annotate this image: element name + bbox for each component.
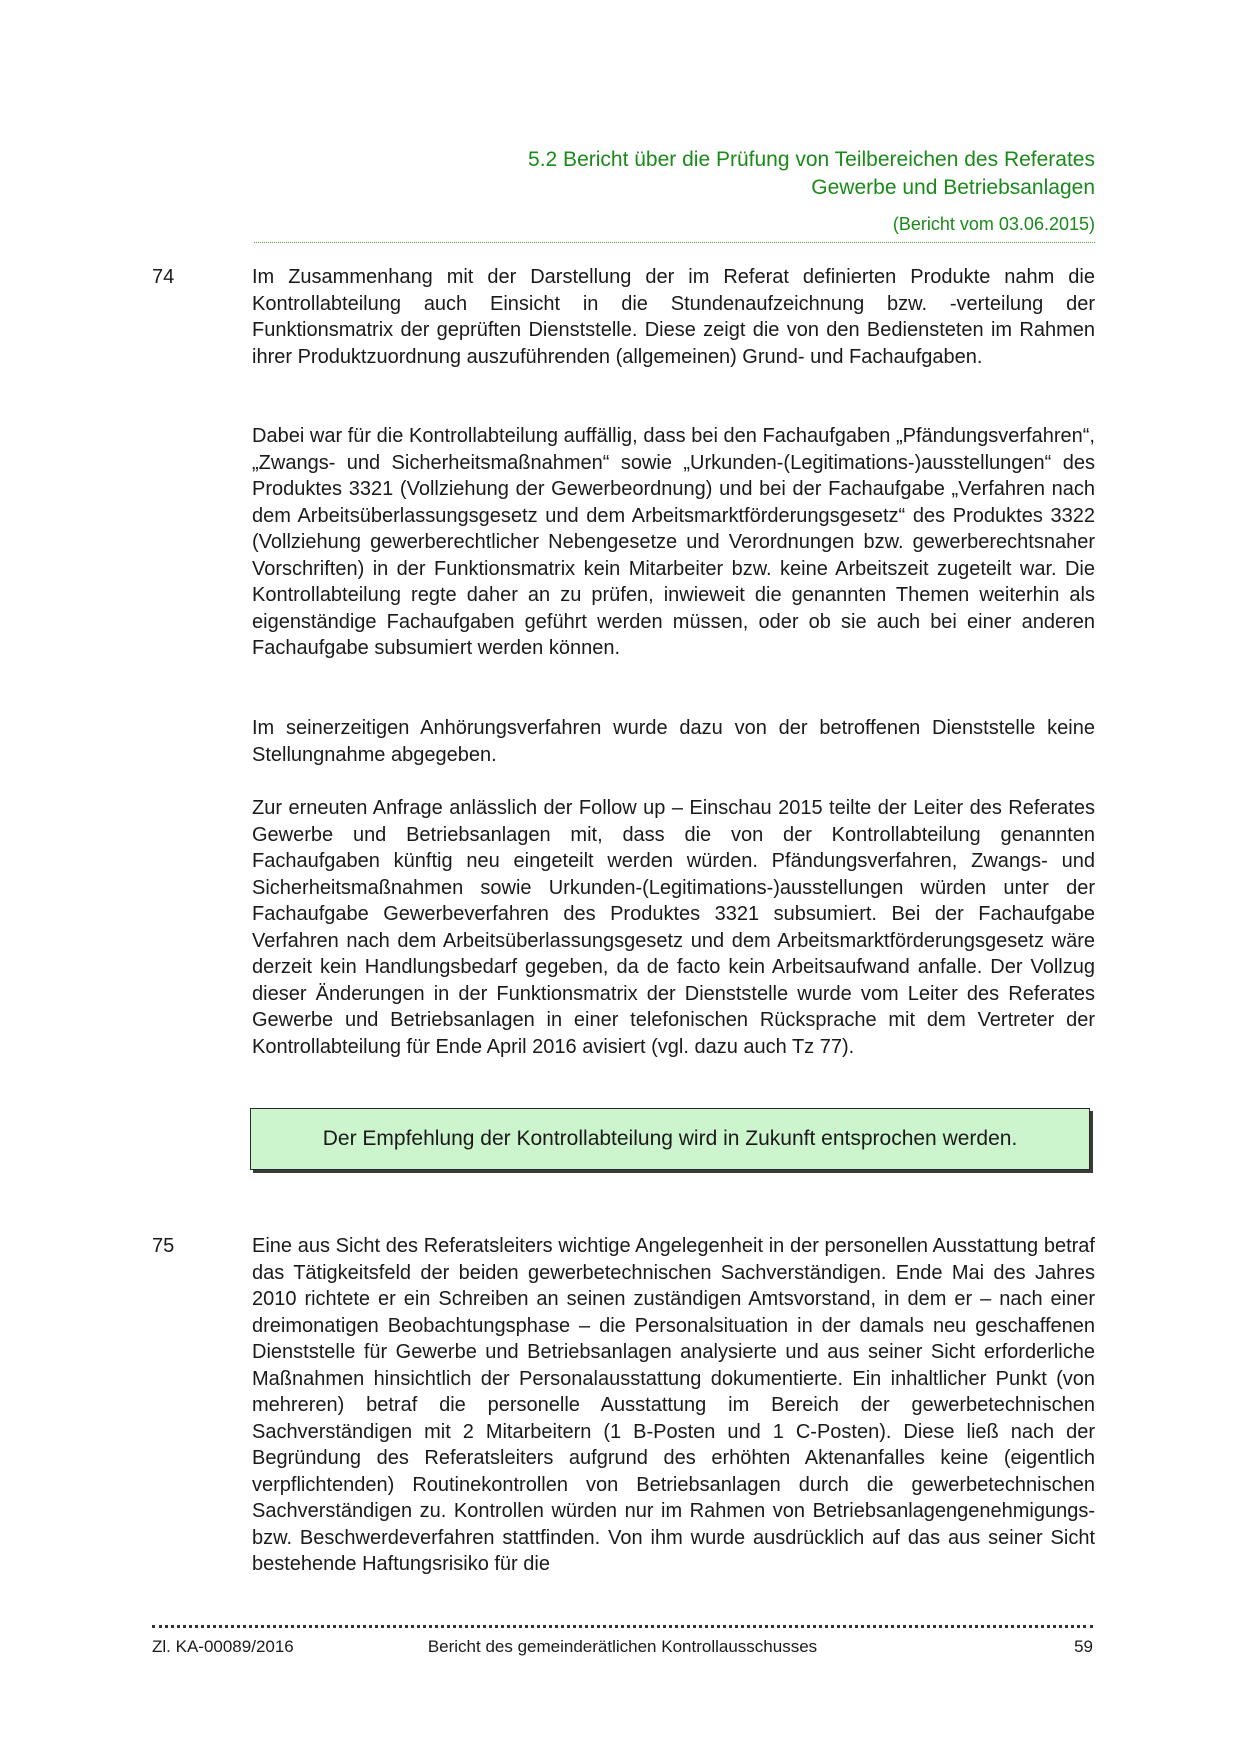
report-date: (Bericht vom 03.06.2015): [892, 214, 1095, 234]
recommendation-text: Der Empfehlung der Kontrollabteilung wird in Zukunft entsprochen werden.: [322, 1127, 1018, 1150]
paragraph-74-2: Dabei war für die Kontrollabteilung auffällig, dass bei den Fachaufgaben „Pfändungsverfahren“, „Zwangs- und Sicherheitsmaßnahmen“ sowie „Urkunden-(Legitimations-)ausstellungen“ des Produktes 3321 (Vollziehung der Gewerbeordnung) und bei der Fachaufgabe „Verfahren nach dem Arbeitsüberlassungsgesetz und dem Arbeitsmarktförderungsgesetz“ des Produktes 3322 (Vollziehung gewerberechtlicher Nebengesetze und Verordnungen bzw. gewerberechtsnaher Vorschriften) in der Funktionsmatrix kein Mitarbeiter bzw. keine Arbeitszeit zugeteilt war. Die Kontrollabteilung regte daher an zu prüfen, inwieweit die genannten Themen weiterhin als eigenständige Fachaufgaben geführt werden müssen, oder ob sie auch bei einer anderen Fachaufgabe subsumiert werden können.: [252, 425, 1095, 659]
section-heading-line-2: Gewerbe und Betriebsanlagen: [811, 176, 1095, 199]
paragraph-74-4: Zur erneuten Anfrage anlässlich der Follow up – Einschau 2015 teilte der Leiter des Referates Gewerbe und Betriebsanlagen mit, dass die von der Kontrollabteilung genannten Fachaufgaben künftig neu eingeteilt werden würden. Pfändungsverfahren, Zwangs- und Sicherheitsmaßnahmen sowie Urkunden-(Legitimations-)ausstellungen würden unter der Fachaufgabe Gewerbeverfahren des Produktes 3321 subsumiert. Bei der Fachaufgabe Verfahren nach dem Arbeitsüberlassungsgesetz und dem Arbeitsmarktförderungsgesetz wäre derzeit kein Handlungsbedarf gegeben, da de facto kein Arbeitsaufwand anfalle. Der Vollzug dieser Änderungen in der Funktionsmatrix der Dienststelle wurde vom Leiter des Referates Gewerbe und Betriebsanlagen in einer telefonischen Rücksprache mit dem Vertreter der Kontrollabteilung für Ende April 2016 avisiert (vgl. dazu auch Tz 77).: [252, 797, 1095, 1058]
section-heading: [250, 146, 1095, 202]
footer-title: Bericht des gemeinderätlichen Kontrollausschusses: [427, 1637, 818, 1656]
paragraph-75-1: Eine aus Sicht des Referatsleiters wichtige Angelegenheit in der personellen Ausstattung betraf das Tätigkeitsfeld der beiden gewerbetechnischen Sachverständigen. Ende Mai des Jahres 2010 richtete er ein Schreiben an seinen zuständigen Amtsvorstand, in dem er – nach einer dreimonatigen Beobachtungsphase – die Personalsituation in der damals neu geschaffenen Dienststelle für Gewerbe und Betriebsanlagen analysierte und aus seiner Sicht erforderliche Maßnahmen hinsichtlich der Personalausstattung dokumentierte. Ein inhaltlicher Punkt (von mehreren) betraf die personelle Ausstattung im Bereich der gewerbetechnischen Sachverständigen mit 2 Mitarbeitern (1 B-Posten und 1 C-Posten). Diese ließ nach der Begründung des Referatsleiters aufgrund des erhöhten Aktenanfalles keine (eigentlich verpflichtenden) Routinekontrollen von Betriebsanlagen durch die gewerbetechnischen Sachverständigen zu. Kontrollen würden nur im Rahmen von Betriebsanlagengenehmigungs- bzw. Beschwerdeverfahren stattfinden. Von ihm wurde ausdrücklich auf das aus seiner Sicht bestehende Haftungsrisiko für die: [252, 1235, 1095, 1575]
file-reference: Zl. KA-00089/2016: [152, 1637, 294, 1656]
footer-divider: [152, 1625, 1093, 1628]
section-heading-line-1: 5.2 Bericht über die Prüfung von Teilbereichen des Referates: [528, 148, 1095, 171]
paragraph-74-3: Im seinerzeitigen Anhörungsverfahren wurde dazu von der betroffenen Dienststelle keine Stellungnahme abgegeben.: [252, 717, 1095, 766]
page-number: 59: [1074, 1637, 1093, 1656]
paragraph-74-1: Im Zusammenhang mit der Darstellung der im Referat definierten Produkte nahm die Kontrollabteilung auch Einsicht in die Stundenaufzeichnung bzw. -verteilung der Funktionsmatrix der geprüften Dienststelle. Diese zeigt die von den Bediensteten im Rahmen ihrer Produktzuordnung auszuführenden (allgemeinen) Grund- und Fachaufgaben.: [252, 266, 1095, 368]
header-divider: [254, 242, 1095, 243]
paragraph-number-75: 75: [152, 1235, 175, 1257]
recommendation-box: [250, 1108, 1090, 1170]
paragraph-number-74: 74: [152, 266, 175, 288]
